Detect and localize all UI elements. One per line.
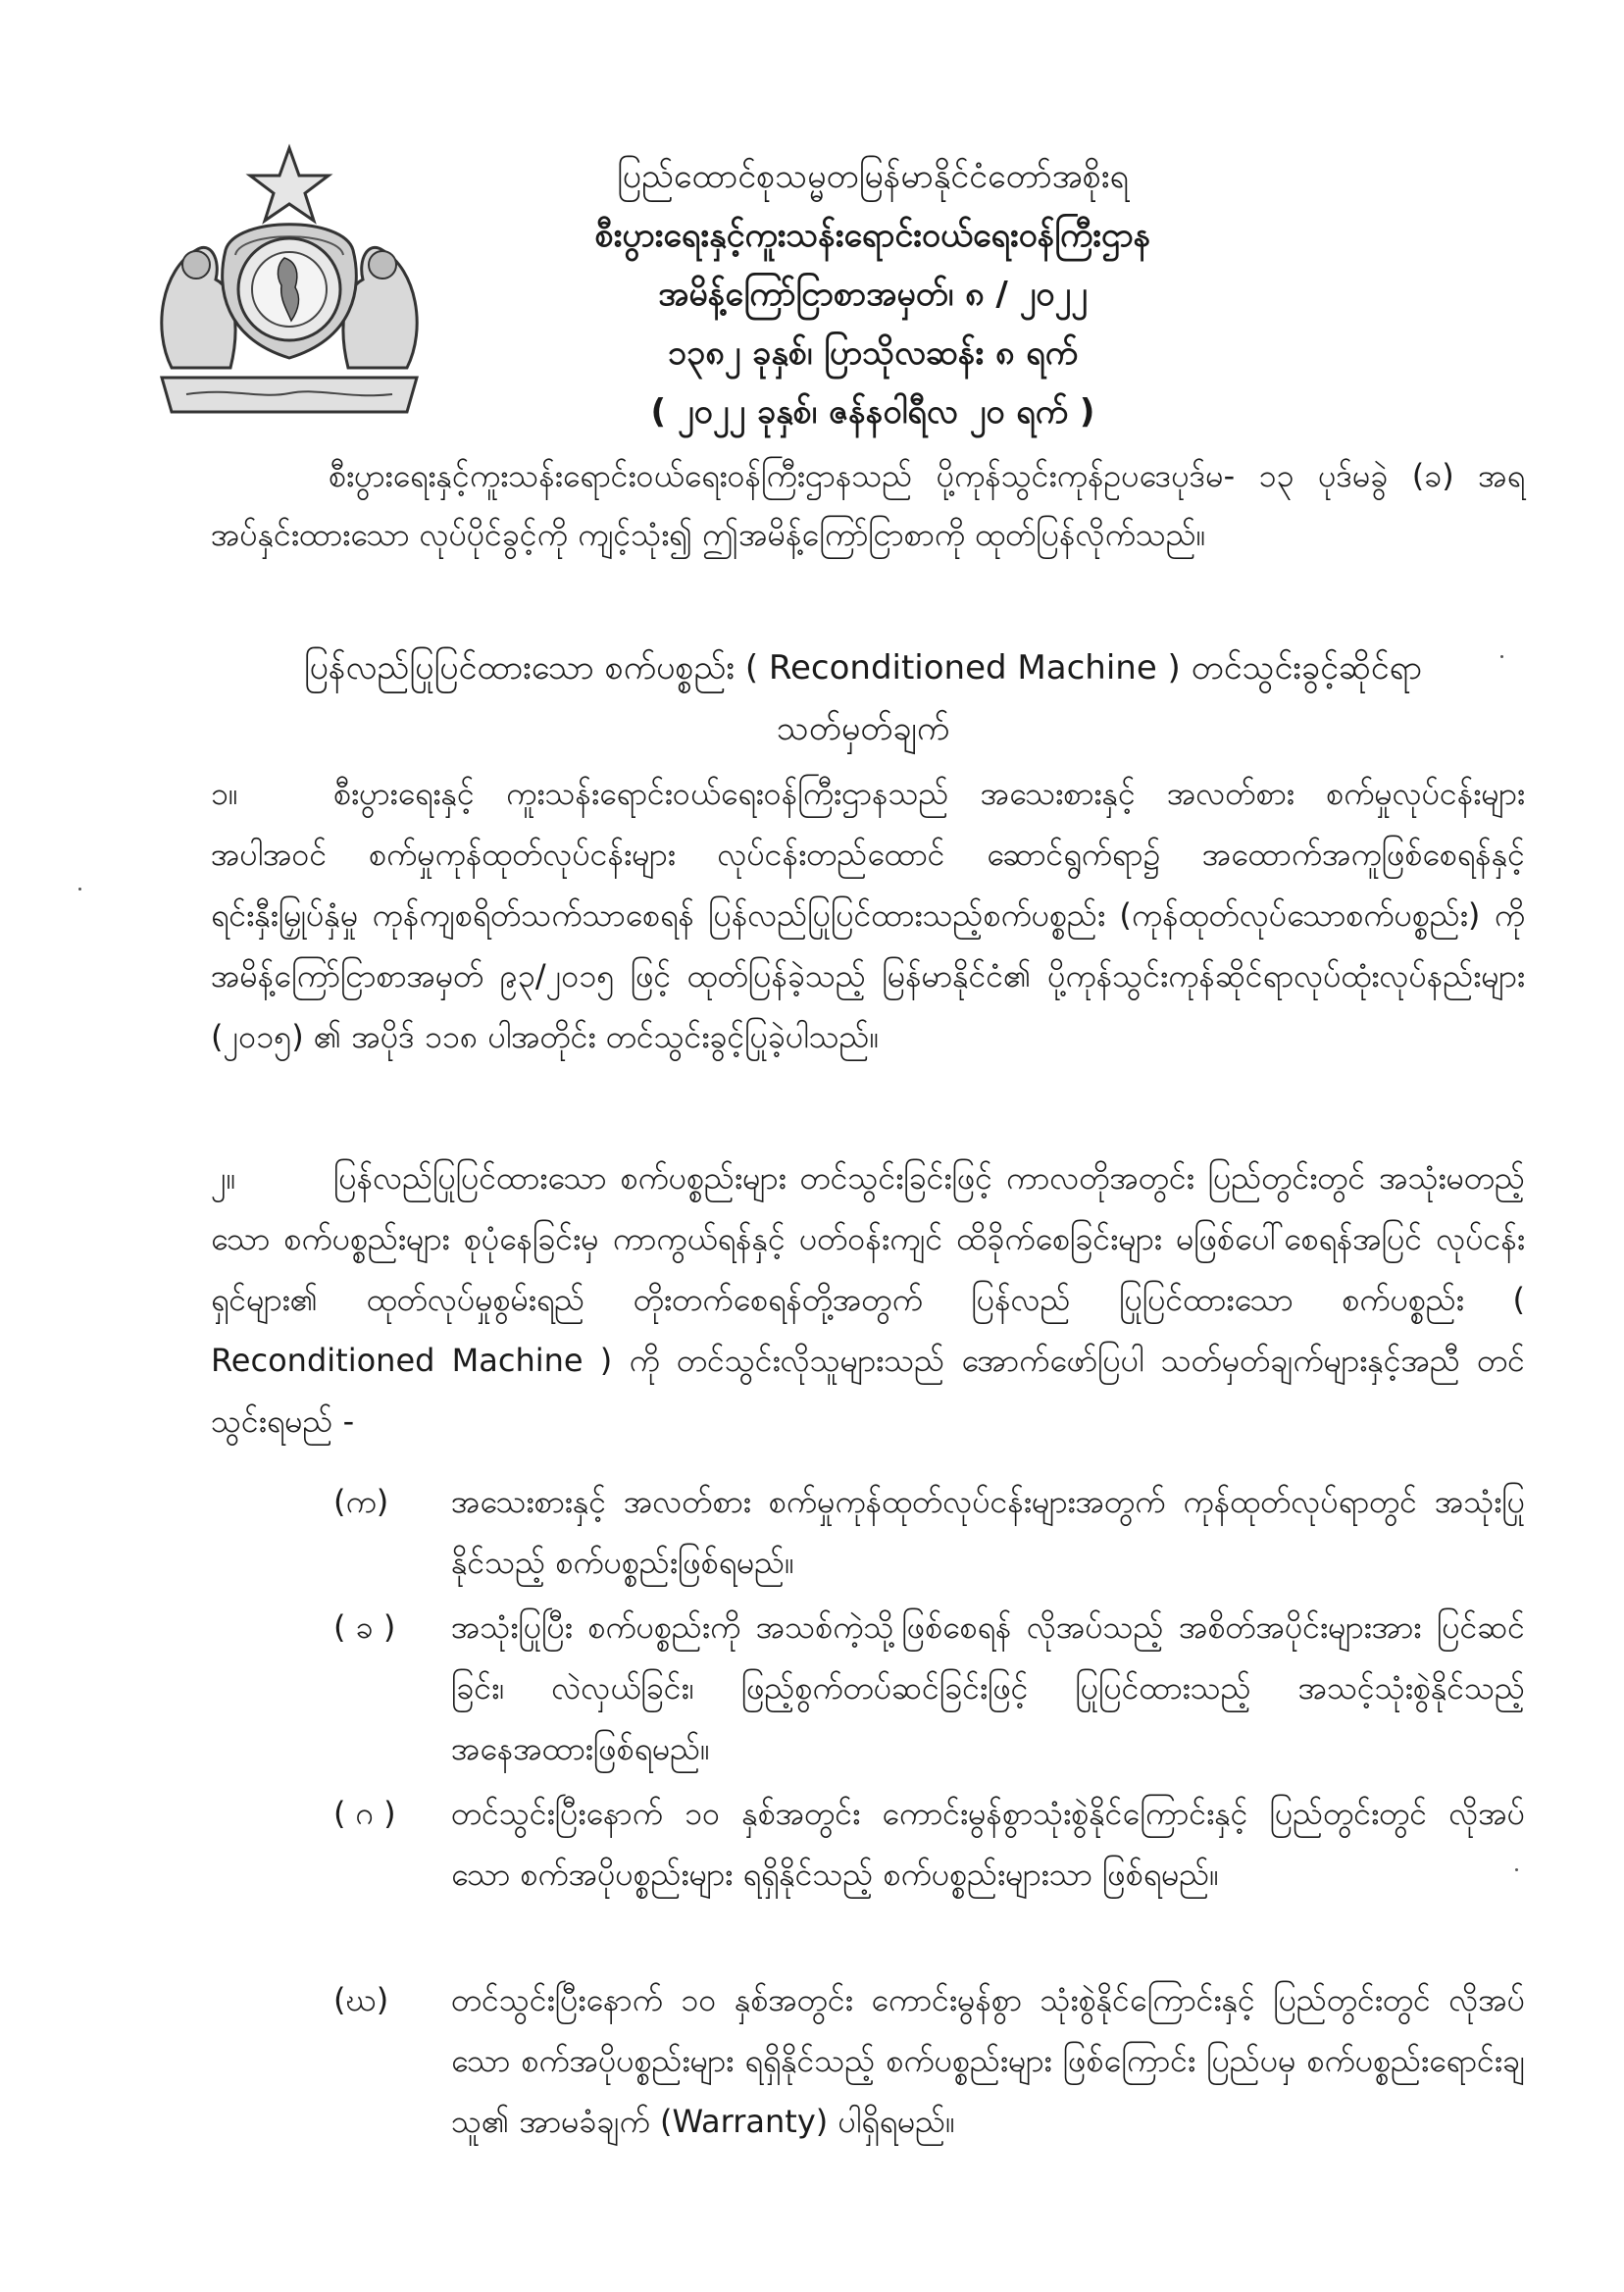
sub-item-text: အသေးစားနှင့် အလတ်စား စက်မှုကုန်ထုတ်လုပ်ငန်းများအတွက် ကုန်ထုတ်လုပ်ရာတွင် အသုံးပြုနိုင်သည့် စက်ပစ္စည်းဖြစ်ရမည်။ (451, 1483, 1525, 1581)
document-title (196, 637, 1530, 759)
paragraph-1 (211, 763, 1525, 1067)
scan-speck (78, 888, 81, 891)
sub-item-mark: ( ခ ) (333, 1608, 396, 1646)
sub-item-mark: (ဃ) (333, 1981, 389, 2018)
scan-speck (1515, 1868, 1518, 1871)
sub-item-ga (333, 1783, 1525, 1905)
sub-item-gha (333, 1969, 1525, 2152)
sub-item-mark: (က) (333, 1483, 389, 1520)
myanmar-date: ၁၃၈၂ ခုနှစ်၊ ပြာသိုလဆန်း ၈ ရက် (667, 333, 1079, 373)
paragraph-text: ပြန်လည်ပြုပြင်ထားသော စက်ပစ္စည်းများ တင်သွင်းခြင်းဖြင့် ကာလတိုအတွင်း ပြည်တွင်းတွင် အသုံးမတည့်သော စက်ပစ္စည်းများ စုပုံနေခြင်းမှ ကာကွယ်ရန်နှင့် ပတ်ဝန်းကျင် ထိခိုက်စေခြင်းများ မဖြစ်ပေါ်စေရန်အပြင် လုပ်ငန်းရှင်များ၏ ထုတ်လုပ်မှုစွမ်းရည် တိုးတက်စေရန်တို့အတွက် ပြန်လည် ပြုပြင်ထားသော စက်ပစ္စည်း ( Reconditioned Machine ) ကို တင်သွင်းလိုသူများသည် အောက်ဖော်ပြပါ သတ်မှတ်ချက်များနှင့်အညီ တင်သွင်းရမည် - (211, 1159, 1525, 1440)
sub-item-kha (333, 1597, 1525, 1779)
paragraph-2 (211, 1147, 1525, 1452)
sub-item-ka (333, 1471, 1525, 1593)
paragraph-number: ၁။ (211, 775, 238, 812)
ministry-title: စီးပွားရေးနှင့်ကူးသန်းရောင်းဝယ်ရေးဝန်ကြီးဌာန (594, 216, 1151, 255)
government-title: ပြည်ထောင်စုသမ္မတမြန်မာနိုင်ငံတော်အစိုးရ (616, 157, 1130, 196)
sub-item-text: တင်သွင်းပြီးနောက် ၁၀ နှစ်အတွင်း ကောင်းမွန်စွာသုံးစွဲနိုင်ကြောင်းနှင့် ပြည်တွင်းတွင် လိုအပ်သော စက်အပိုပစ္စည်းများ ရရှိနိုင်သည့် စက်ပစ္စည်းများသာ ဖြစ်ရမည်။ (451, 1795, 1525, 1893)
title-line-1: ပြန်လည်ပြုပြင်ထားသော စက်ပစ္စည်း ( Reconditioned Machine ) တင်သွင်းခွင့်ဆိုင်ရာ (303, 648, 1423, 688)
title-line-2: သတ်မှတ်ချက် (776, 709, 950, 748)
notification-number: အမိန့်ကြော်ငြာစာအမှတ်၊ ၈ / ၂၀၂၂ (658, 275, 1088, 314)
sub-item-text: အသုံးပြုပြီး စက်ပစ္စည်းကို အသစ်ကဲ့သို့ဖြစ်စေရန် လိုအပ်သည့် အစိတ်အပိုင်းများအား ပြင်ဆင်ခြင်း၊ လဲလှယ်ခြင်း၊ ဖြည့်စွက်တပ်ဆင်ခြင်းဖြင့် ပြုပြင်ထားသည့် အသင့်သုံးစွဲနိုင်သည့် အနေအထားဖြစ်ရမည်။ (451, 1608, 1525, 1767)
paragraph-number: ၂။ (211, 1159, 236, 1197)
state-seal-icon (142, 142, 436, 427)
sub-item-mark: ( ဂ ) (333, 1795, 396, 1832)
paragraph-text: စီးပွားရေးနှင့် ကူးသန်းရောင်းဝယ်ရေးဝန်ကြီးဌာနသည် အသေးစားနှင့် အလတ်စား စက်မှုလုပ်ငန်းများအပါအဝင် စက်မှုကုန်ထုတ်လုပ်ငန်းများ လုပ်ငန်းတည်ထောင် ဆောင်ရွက်ရာ၌ အထောက်အကူဖြစ်စေရန်နှင့် ရင်းနှီးမြှုပ်နှံမှု ကုန်ကျစရိတ်သက်သာစေရန် ပြန်လည်ပြုပြင်ထားသည့်စက်ပစ္စည်း (ကုန်ထုတ်လုပ်သောစက်ပစ္စည်း) ကို အမိန့်ကြော်ငြာစာအမှတ် ၉၃/၂၀၁၅ ဖြင့် ထုတ်ပြန်ခဲ့သည့် မြန်မာနိုင်ငံ၏ ပို့ကုန်သွင်းကုန်ဆိုင်ရာလုပ်ထုံးလုပ်နည်းများ (၂၀၁၅) ၏ အပိုဒ် ၁၁၈ ပါအတိုင်း တင်သွင်းခွင့်ပြုခဲ့ပါသည်။ (211, 775, 1525, 1055)
sub-item-text: တင်သွင်းပြီးနောက် ၁၀ နှစ်အတွင်း ကောင်းမွန်စွာ သုံးစွဲနိုင်ကြောင်းနှင့် ပြည်တွင်းတွင် လိုအပ်သော စက်အပိုပစ္စည်းများ ရရှိနိုင်သည့် စက်ပစ္စည်းများ ဖြစ်ကြောင်း ပြည်ပမှ စက်ပစ္စည်းရောင်းချသူ၏ အာမခံချက် (Warranty) ပါရှိရမည်။ (451, 1981, 1525, 2140)
scan-speck (1500, 655, 1503, 658)
intro-paragraph: စီးပွားရေးနှင့်ကူးသန်းရောင်းဝယ်ရေးဝန်ကြီးဌာနသည် ပို့ကုန်သွင်းကုန်ဥပဒေပုဒ်မ- ၁၃ ပုဒ်မခွဲ (ခ) အရ အပ်နှင်းထားသော လုပ်ပိုင်ခွင့်ကို ကျင့်သုံး၍ ဤအမိန့်ကြော်ငြာစာကို ထုတ်ပြန်လိုက်သည်။ (211, 457, 1525, 553)
gregorian-date: ( ၂၀၂၂ ခုနှစ်၊ ဇန်နဝါရီလ ၂၀ ရက် ) (650, 392, 1095, 432)
document-header (461, 147, 1285, 441)
